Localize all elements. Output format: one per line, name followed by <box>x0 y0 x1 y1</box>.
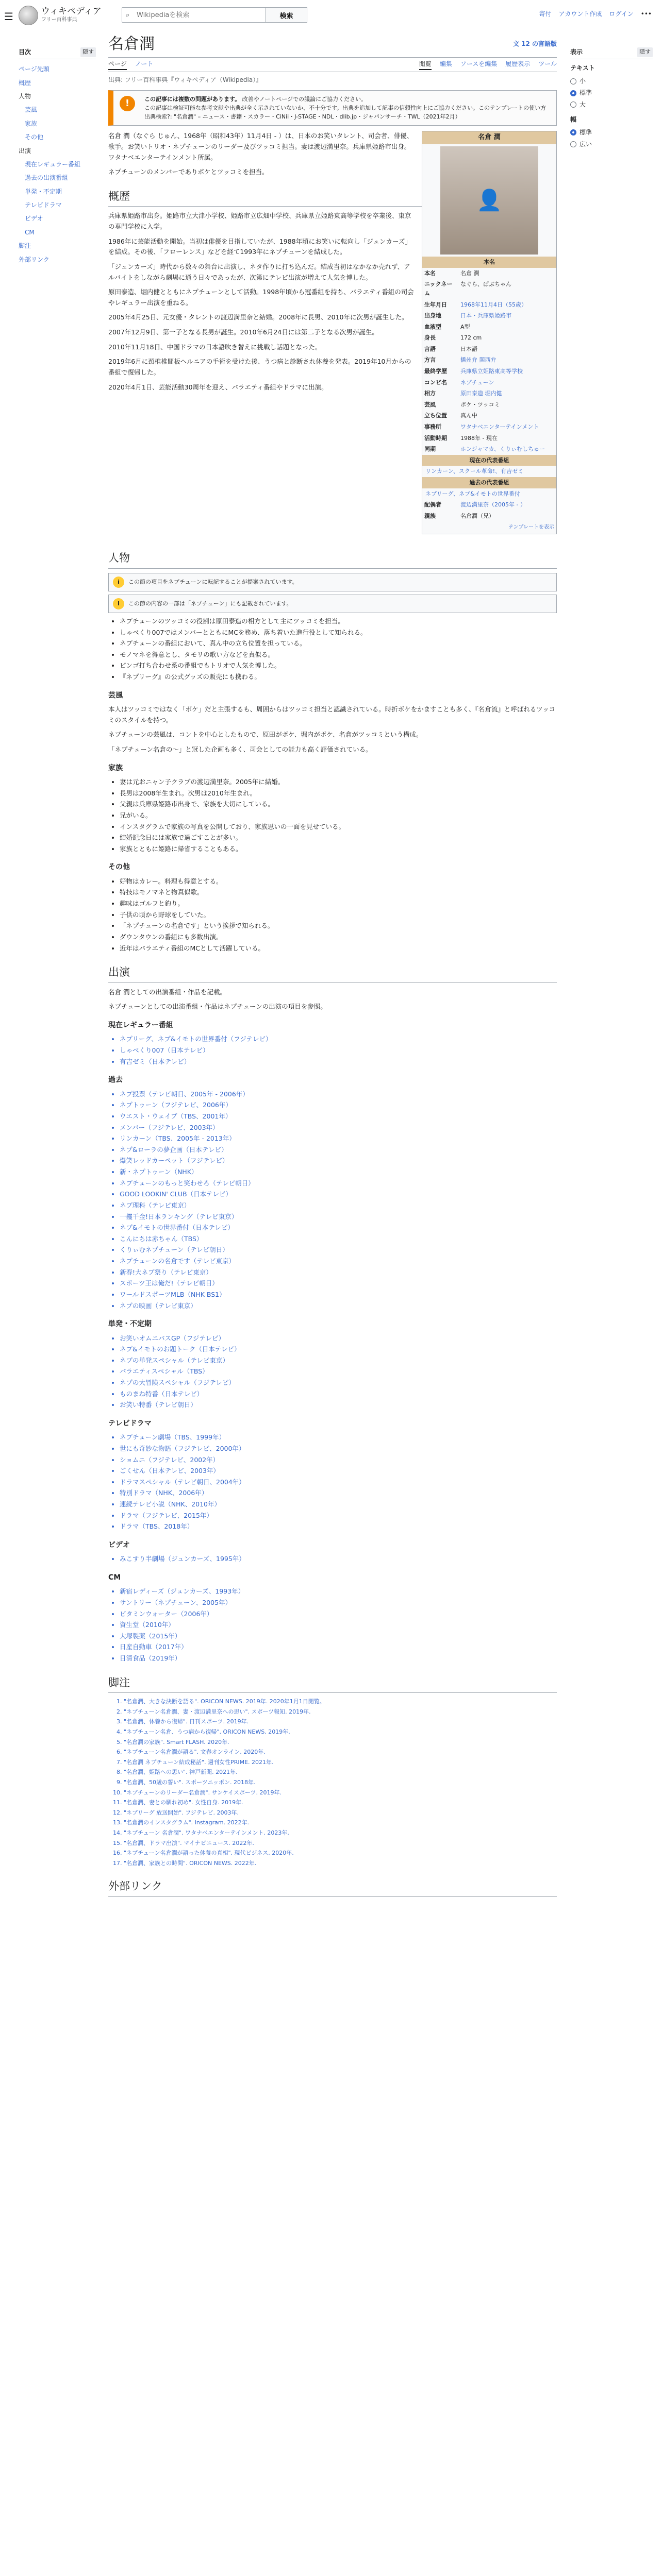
list-item[interactable]: • 新春!大ネプ祭り（テレビ東京） <box>120 1267 557 1278</box>
list-item[interactable]: • ごくせん（日本テレビ、2003年） <box>120 1466 557 1477</box>
reference-item[interactable]: 6. "ネプチューン名倉潤が語る". 文春オンライン. 2020年. <box>124 1748 557 1757</box>
toc-subitem[interactable]: その他 <box>25 133 44 141</box>
list-item: • 近年はバラエティ番組のMCとして活躍している。 <box>120 943 557 954</box>
tab-tools[interactable]: ツール <box>538 60 557 67</box>
subsection-heading: 単発・不定期 <box>108 1320 152 1329</box>
other-list <box>120 876 557 954</box>
reference-item[interactable]: 1. "名倉潤、大きな決断を語る". ORICON NEWS. 2019年. 2020年1月1日閲覧。 <box>124 1697 557 1706</box>
list-item[interactable]: • バラエティスペシャル（TBS） <box>120 1366 557 1377</box>
list-item[interactable]: • ネプ&イモトの世界番付（日本テレビ） <box>120 1223 557 1233</box>
toc-item[interactable]: 出演 <box>19 147 31 155</box>
page-tabs <box>108 58 557 72</box>
current-shows-list <box>120 1034 557 1067</box>
list-item[interactable]: • ものまね特番（日本テレビ） <box>120 1389 557 1400</box>
reference-item[interactable]: 16. "ネプチューン名倉潤が語った休養の真相". 現代ビジネス. 2020年. <box>124 1849 557 1858</box>
subsection-heading: CM <box>108 1573 121 1582</box>
list-item[interactable]: • ネプ理科（テレビ東京） <box>120 1200 557 1211</box>
list-item[interactable]: • しゃべくり007（日本テレビ） <box>120 1045 557 1056</box>
list-item[interactable]: • ネプの大冒険スペシャル（フジテレビ） <box>120 1378 557 1388</box>
appearance-panel: 表示 隠す テキスト 小 標準 大 幅 標準 広い <box>570 47 653 150</box>
notice-sub: 改善やノートページでの議論にご協力ください。 <box>242 96 367 103</box>
paragraph: 2019年6月に頚椎椎間板ヘルニアの手術を受けた後、うつ病と診断され休養を発表。2019年10月からの番組で復帰した。 <box>108 358 411 376</box>
search-icon: ⌕ <box>126 11 130 19</box>
references-list <box>124 1697 557 1868</box>
list-item[interactable]: • 連続テレビ小説（NHK、2010年） <box>120 1499 557 1510</box>
tab-read[interactable]: 閲覧 <box>419 59 432 70</box>
reference-item[interactable]: 13. "名倉潤のインスタグラム". Instagram. 2022年. <box>124 1818 557 1827</box>
list-item[interactable]: • ネプチューンの名倉です（テレビ東京） <box>120 1256 557 1267</box>
paragraph: 原田泰造、堀内健とともにネプチューンとして活動。1998年頃から冠番組を持ち、バラエティ番組の司会やレギュラー出演を重ねる。 <box>108 288 414 307</box>
toc-subitem[interactable]: テレビドラマ <box>25 201 62 209</box>
paragraph: ネプチューンの芸風は、コントを中心としたもので、原田がボケ、堀内がボケ、名倉がツッコミという構成。 <box>108 731 423 739</box>
paragraph: 2020年4月1日、芸能活動30周年を迎え、バラエティ番組やドラマに出演。 <box>108 383 328 391</box>
login-link[interactable]: ログイン <box>609 10 634 18</box>
list-item: • しゃべくり007ではメンバーとともにMCを務め、落ち着いた進行役として知られる。 <box>120 628 557 638</box>
user-links <box>539 9 652 19</box>
subsection-heading: その他 <box>108 863 130 872</box>
list-item[interactable]: • 大塚製薬（2015年） <box>120 1631 557 1642</box>
list-item[interactable]: • 日清食品（2019年） <box>120 1653 557 1664</box>
reference-item[interactable]: 10. "ネプチューンのリーダー名倉潤". サンケイスポーツ. 2019年. <box>124 1788 557 1798</box>
toc-header: 目次 隠す <box>19 47 96 59</box>
toc-subitem[interactable]: 芸風 <box>25 106 38 114</box>
subsection-heading: ビデオ <box>108 1540 130 1549</box>
list-item[interactable]: • ネプ&ローラの夢企画（日本テレビ） <box>120 1145 557 1156</box>
section-heading: 概歴 <box>108 188 557 207</box>
list-item: • モノマネを得意とし、タモリの歌い方などを真似る。 <box>120 650 557 660</box>
reference-item[interactable]: 11. "名倉潤、妻との馴れ初め". 女性自身. 2019年. <box>124 1798 557 1807</box>
list-item[interactable]: • メンバー（フジテレビ、2003年） <box>120 1123 557 1133</box>
list-item: • 妻は元おニャン子クラブの渡辺満里奈。2005年に結婚。 <box>120 777 557 788</box>
list-item: • 子供の頃から野球をしていた。 <box>120 910 557 921</box>
subsection-heading: 過去 <box>108 1076 123 1084</box>
lead-paragraph: ネプチューンのメンバーでありボケとツッコミを担当。 <box>108 168 269 176</box>
page-title: 名倉潤 <box>108 31 557 58</box>
site-logo[interactable] <box>19 4 106 27</box>
toc-item[interactable]: ページ先頭 <box>19 65 49 73</box>
section-heading: 人物 <box>108 550 557 569</box>
create-account-link[interactable]: アカウント作成 <box>558 10 602 18</box>
notice-lead: この記事には複数の問題があります。 <box>144 96 241 103</box>
paragraph: 兵庫県姫路市出身。姫路市立大津小学校、姫路市立広畑中学校、兵庫県立姫路東高等学校を卒業後、東京の専門学校に入学。 <box>108 212 411 231</box>
toc-item[interactable]: 人物 <box>19 92 31 100</box>
info-icon: i <box>113 577 124 588</box>
list-item[interactable]: • 新宿レディーズ（ジュンカーズ、1993年） <box>120 1586 557 1597</box>
reference-item[interactable]: 17. "名倉潤、家族との時間". ORICON NEWS. 2022年. <box>124 1859 557 1868</box>
video-list <box>120 1554 557 1565</box>
lead-paragraph: 名倉 潤（なぐら じゅん、1968年（昭和43年）11月4日 - ）は、日本のお笑いタレント、司会者、俳優、歌手。お笑いトリオ・ネプチューンのリーダー及びツッコミ担当。妻は渡辺満里奈。兵庫県姫路市出身。ワタナベエンターテインメント所属。 <box>108 132 413 161</box>
past-shows-list <box>120 1089 557 1312</box>
list-item[interactable]: • リンカーン（TBS、2005年 - 2013年） <box>120 1133 557 1144</box>
reference-item[interactable]: 8. "名倉潤、姫路への思い". 神戸新聞. 2021年. <box>124 1768 557 1777</box>
tab-talk[interactable]: ノート <box>135 60 154 67</box>
reference-item[interactable]: 15. "名倉潤、ドラマ出演". マイナビニュース. 2022年. <box>124 1839 557 1848</box>
list-item[interactable]: • 爆笑レッドカーペット（フジテレビ） <box>120 1156 557 1166</box>
reference-item[interactable]: 12. "ネプリーグ 放送開始". フジテレビ. 2003年. <box>124 1808 557 1818</box>
warning-icon: ! <box>120 96 135 111</box>
width-standard[interactable]: 標準 <box>570 127 653 139</box>
infobox-name: 名倉 潤 <box>422 131 556 144</box>
subsection-heading: 家族 <box>108 764 123 772</box>
list-item: • 好物はカレー。料理も得意とする。 <box>120 876 557 887</box>
list-item[interactable]: • ドラマ（TBS、2018年） <box>120 1521 557 1532</box>
toc-subitem[interactable]: ビデオ <box>25 215 43 223</box>
reference-item[interactable]: 2. "ネプチューン名倉潤、妻・渡辺満里奈への思い". スポーツ報知. 2019年. <box>124 1707 557 1717</box>
logo-title: ウィキペディア <box>41 6 102 16</box>
list-item[interactable]: • ネプの映画（テレビ東京） <box>120 1301 557 1312</box>
list-item: • ネプチューンのツッコミの役割は原田泰造の相方として主にツッコミを担当。 <box>120 616 557 627</box>
search-input[interactable] <box>122 7 266 23</box>
list-item[interactable]: • ネプ投票（テレビ朝日、2005年 - 2006年） <box>120 1089 557 1100</box>
toc-sidebar <box>19 47 96 266</box>
appearance-hide-button[interactable]: 隠す <box>637 47 653 57</box>
tab-history[interactable]: 履歴表示 <box>505 60 531 67</box>
toc-item[interactable]: 外部リンク <box>19 256 49 263</box>
search-form <box>122 7 307 23</box>
paragraph: 2005年4月25日、元女優・タレントの渡辺満里奈と結婚。2008年に長男、2010年に次男が誕生した。 <box>108 313 408 321</box>
infobox: 名倉 潤 👤 本名 本名 名倉 潤 ニックネーム なぐら、ぱぶちゃん 生年月日 1968年11月4日（55歳） 出身地 日本・兵庫県姫路市 血液型 A型 身長 172 cm 言語 日本語 方言 播州弁 関西弁 最終学歴 兵庫県立姫路東高等学校 コンビ名 ネプチューン 相方 原田泰造 堀内健 芸風 ボケ・ツッコミ 立ち位置 真ん中 事務所 ワタナベエンターテインメント 活動時期 1988年 - 現在 同期 ホンジャマカ、くりぃむしちゅー 現在の代表番組 リンカーン、スクール革命!、有吉ゼミ 過去の代表番組 ネプリーグ、ネプ&イモトの世界番付 配偶者 渡辺満里奈（2005年 - ） 親族 名倉潤（兄） テンプレートを表示 <box>422 131 557 534</box>
maintenance-notice <box>108 90 557 126</box>
subsection-heading: テレビドラマ <box>108 1419 152 1428</box>
list-item: • 長男は2008年生まれ。次男は2010年生まれ。 <box>120 788 557 799</box>
list-item[interactable]: • 日産自動車（2017年） <box>120 1642 557 1653</box>
globe-logo-icon <box>19 6 38 25</box>
paragraph: ネプチューンとしての出演番組・作品はネプチューンの出演の項目を参照。 <box>108 1003 327 1011</box>
language-button[interactable]: 文 12 の言語版 <box>512 40 557 47</box>
list-item: • 家族とともに姫路に帰省することもある。 <box>120 844 557 855</box>
toc-subitem[interactable]: 家族 <box>25 120 38 127</box>
list-item[interactable]: • ビタミンウォーター（2006年） <box>120 1609 557 1620</box>
template-link[interactable]: テンプレートを表示 <box>508 524 554 531</box>
toc-subitem[interactable]: CM <box>25 228 35 236</box>
list-item[interactable]: • 世にも奇妙な物語（フジテレビ、2000年） <box>120 1444 557 1454</box>
list-item[interactable]: • サントリー（ネプチューン、2005年） <box>120 1598 557 1608</box>
text-size-large[interactable]: 大 <box>570 99 653 111</box>
toc-item[interactable]: 脚注 <box>19 242 31 250</box>
list-item: • 「ネプチューンの名倉です」という挨拶で知られる。 <box>120 921 557 931</box>
drama-list <box>120 1432 557 1532</box>
list-item: • 結婚記念日には家族で過ごすことが多い。 <box>120 833 557 843</box>
list-item[interactable]: • ネプリーグ、ネプ&イモトの世界番付（フジテレビ） <box>120 1034 557 1045</box>
list-item[interactable]: • くりぃむネプチューン（テレビ朝日） <box>120 1245 557 1256</box>
toc-subitem[interactable]: 過去の出演番組 <box>25 174 69 182</box>
menu-icon[interactable]: ☰ <box>4 10 13 23</box>
tab-edit[interactable]: 編集 <box>439 60 452 67</box>
list-item: • ネプチューンの番組において、真ん中の立ち位置を担っている。 <box>120 638 557 649</box>
list-item[interactable]: • お笑い特番（テレビ朝日） <box>120 1400 557 1411</box>
subsection-heading: 芸風 <box>108 691 123 700</box>
section-heading: 外部リンク <box>108 1878 557 1897</box>
list-item[interactable]: • みこすり半劇場（ジュンカーズ、1995年） <box>120 1554 557 1565</box>
special-shows-list <box>120 1333 557 1411</box>
paragraph: 2010年11月18日、中国ドラマの日本語吹き替えに挑戦し話題となった。 <box>108 343 322 351</box>
list-item[interactable]: • ワールドスポーツMLB（NHK BS1） <box>120 1290 557 1300</box>
portrait-image[interactable]: 👤 <box>440 146 538 255</box>
list-item[interactable]: • 特別ドラマ（NHK、2006年） <box>120 1488 557 1499</box>
reference-item[interactable]: 3. "名倉潤、休養から復帰". 日刊スポーツ. 2019年. <box>124 1717 557 1726</box>
infobox-past[interactable]: ネプリーグ、ネプ&イモトの世界番付 <box>425 490 520 497</box>
more-icon[interactable]: ••• <box>640 10 652 18</box>
list-item: • 『ネプリーグ』の公式グッズの販売にも携わる。 <box>120 672 557 683</box>
list-item[interactable]: • 有吉ゼミ（日本テレビ） <box>120 1057 557 1067</box>
reference-item[interactable]: 7. "名倉潤 ネプチューン結成秘話". 週刊女性PRIME. 2021年. <box>124 1758 557 1767</box>
merge-notice: i この節の内容の一部は「ネプチューン」にも記載されています。 <box>108 595 557 613</box>
logo-tagline: フリー百科事典 <box>41 17 77 23</box>
paragraph: 「ジュンカーズ」時代から数々の舞台に出演し、ネタ作りに打ち込んだ。結成当初はなかなか売れず、アルバイトをしながら劇場に通う日々であったが、次第にテレビ出演が増えて人気を博した。 <box>108 262 410 281</box>
toc-hide-button[interactable]: 隠す <box>80 47 96 57</box>
paragraph: 1986年に芸能活動を開始。当初は俳優を目指していたが、1988年頃にお笑いに転向し「ジュンカーズ」を結成。その後、「フローレンス」などを経て1993年にネプチューンを結成した。 <box>108 237 411 256</box>
infobox-section: 過去の代表番組 <box>422 477 556 488</box>
paragraph: 「ネプチューン名倉の〜」と冠した企画も多く、司会としての能力も高く評価されている。 <box>108 745 372 753</box>
info-icon: i <box>113 598 124 609</box>
list-item[interactable]: • ドラマ（フジテレビ、2015年） <box>120 1511 557 1521</box>
list-item: • 特技はモノマネと物真似歌。 <box>120 887 557 898</box>
reference-item[interactable]: 4. "ネプチューン名倉、うつ病から復帰". ORICON NEWS. 2019年. <box>124 1727 557 1737</box>
merge-notice: i この節の項目をネプチューンに転記することが提案されています。 <box>108 573 557 591</box>
person-list <box>120 616 557 683</box>
main-content <box>108 29 557 1901</box>
search-button[interactable]: 検索 <box>266 7 307 23</box>
list-item[interactable]: • ショムニ（フジテレビ、2002年） <box>120 1455 557 1466</box>
reference-item[interactable]: 9. "名倉潤、50歳の誓い". スポーツニッポン. 2018年. <box>124 1778 557 1787</box>
section-heading: 出演 <box>108 964 557 983</box>
list-item: • 父親は兵庫県姫路市出身で、家族を大切にしている。 <box>120 799 557 810</box>
list-item[interactable]: • ネプチューン劇場（TBS、1999年） <box>120 1432 557 1443</box>
list-item[interactable]: • ネプ&イモトのお題トーク（日本テレビ） <box>120 1344 557 1355</box>
text-size-small[interactable]: 小 <box>570 75 653 87</box>
tab-page[interactable]: ページ <box>108 59 127 70</box>
list-item[interactable]: • ネプチューンのもっと笑わせろ（テレビ朝日） <box>120 1178 557 1189</box>
list-item[interactable]: • ネプトゥーン（フジテレビ、2006年） <box>120 1100 557 1111</box>
text-size-standard[interactable]: 標準 <box>570 87 653 99</box>
toc-subitem[interactable]: 現在レギュラー番組 <box>25 160 81 168</box>
list-item[interactable]: • GOOD LOOKIN' CLUB（日本テレビ） <box>120 1189 557 1200</box>
paragraph: 名倉 潤としての出演番組・作品を記載。 <box>108 988 226 996</box>
paragraph: 本人はツッコミではなく「ボケ」だと主張するも、周囲からはツッコミ担当と認識されている。時折ボケをかますことも多く、『名倉流』と呼ばれるツッコミのスタイルを持つ。 <box>108 705 556 724</box>
list-item[interactable]: • 資生堂（2010年） <box>120 1620 557 1631</box>
appearance-header: 表示 隠す <box>570 47 653 59</box>
list-item[interactable]: • ネプの単発スペシャル（テレビ東京） <box>120 1355 557 1366</box>
list-item[interactable]: • 一攫千金!日本ランキング（テレビ東京） <box>120 1212 557 1223</box>
list-item[interactable]: • スポーツ王は俺だ!（テレビ朝日） <box>120 1278 557 1289</box>
list-item[interactable]: • ドラマスペシャル（テレビ朝日、2004年） <box>120 1477 557 1488</box>
tab-edit-source[interactable]: ソースを編集 <box>460 60 498 67</box>
list-item[interactable]: • お笑いオムニバスGP（フジテレビ） <box>120 1333 557 1344</box>
list-item: • 趣味はゴルフと釣り。 <box>120 899 557 909</box>
family-list <box>120 777 557 854</box>
site-subtitle: 出典: フリー百科事典『ウィキペディア（Wikipedia）』 <box>108 76 262 83</box>
reference-item[interactable]: 5. "名倉潤の家族". Smart FLASH. 2020年. <box>124 1738 557 1747</box>
list-item[interactable]: • こんにちは赤ちゃん（TBS） <box>120 1234 557 1245</box>
list-item: • ビンゴ打ち合わせ系の番組でもトリオで人気を博した。 <box>120 660 557 671</box>
infobox-section: 現在の代表番組 <box>422 455 556 466</box>
list-item: • インスタグラムで家族の写真を公開しており、家族思いの一面を見せている。 <box>120 822 557 833</box>
subsection-heading: 現在レギュラー番組 <box>108 1021 173 1029</box>
infobox-section: 本名 <box>422 257 556 268</box>
cm-list <box>120 1586 557 1664</box>
toc-item[interactable]: 概歴 <box>19 79 31 87</box>
list-item[interactable]: • ウエスト・ウェイブ（TBS、2001年） <box>120 1111 557 1122</box>
toc-subitem[interactable]: 単発・不定期 <box>25 188 62 195</box>
width-wide[interactable]: 広い <box>570 139 653 150</box>
infobox-table: 本名 名倉 潤 ニックネーム なぐら、ぱぶちゃん 生年月日 1968年11月4日（55歳） 出身地 日本・兵庫県姫路市 血液型 A型 身長 172 cm 言語 日本語 方言 播州弁 関西弁 最終学歴 兵庫県立姫路東高等学校 コンビ名 ネプチューン 相方 原田泰造 堀内健 芸風 ボケ・ツッコミ 立ち位置 真ん中 事務所 ワタナベエンターテインメント 活動時期 1988年 - 現在 同期 ホンジャマカ、くりぃむしちゅー <box>424 269 545 453</box>
header <box>0 0 662 29</box>
paragraph: 2007年12月9日、第一子となる長男が誕生。2010年6月24日には第二子となる次男が誕生。 <box>108 328 378 336</box>
list-item: • ダウンタウンの番組にも多数出演。 <box>120 932 557 943</box>
list-item[interactable]: • 新・ネプトゥーン（NHK） <box>120 1167 557 1178</box>
reference-item[interactable]: 14. "ネプチューン 名倉潤". ワタナベエンターテインメント. 2023年. <box>124 1828 557 1838</box>
donate-link[interactable]: 寄付 <box>539 10 552 18</box>
infobox-shows[interactable]: リンカーン、スクール革命!、有吉ゼミ <box>425 468 524 475</box>
list-item: • 兄がいる。 <box>120 810 557 821</box>
notice-text: この記事は検証可能な参考文献や出典が全く示されていないか、不十分です。出典を追加して記事の信頼性向上にご協力ください。このテンプレートの使い方 出典検索?: "名倉潤" – ニュース・書籍・スカラー・CiNii・J-STAGE・NDL・dlib.jp・ジャパンサーチ・TWL（2021年2月） <box>144 105 547 121</box>
section-heading: 脚注 <box>108 1674 557 1693</box>
